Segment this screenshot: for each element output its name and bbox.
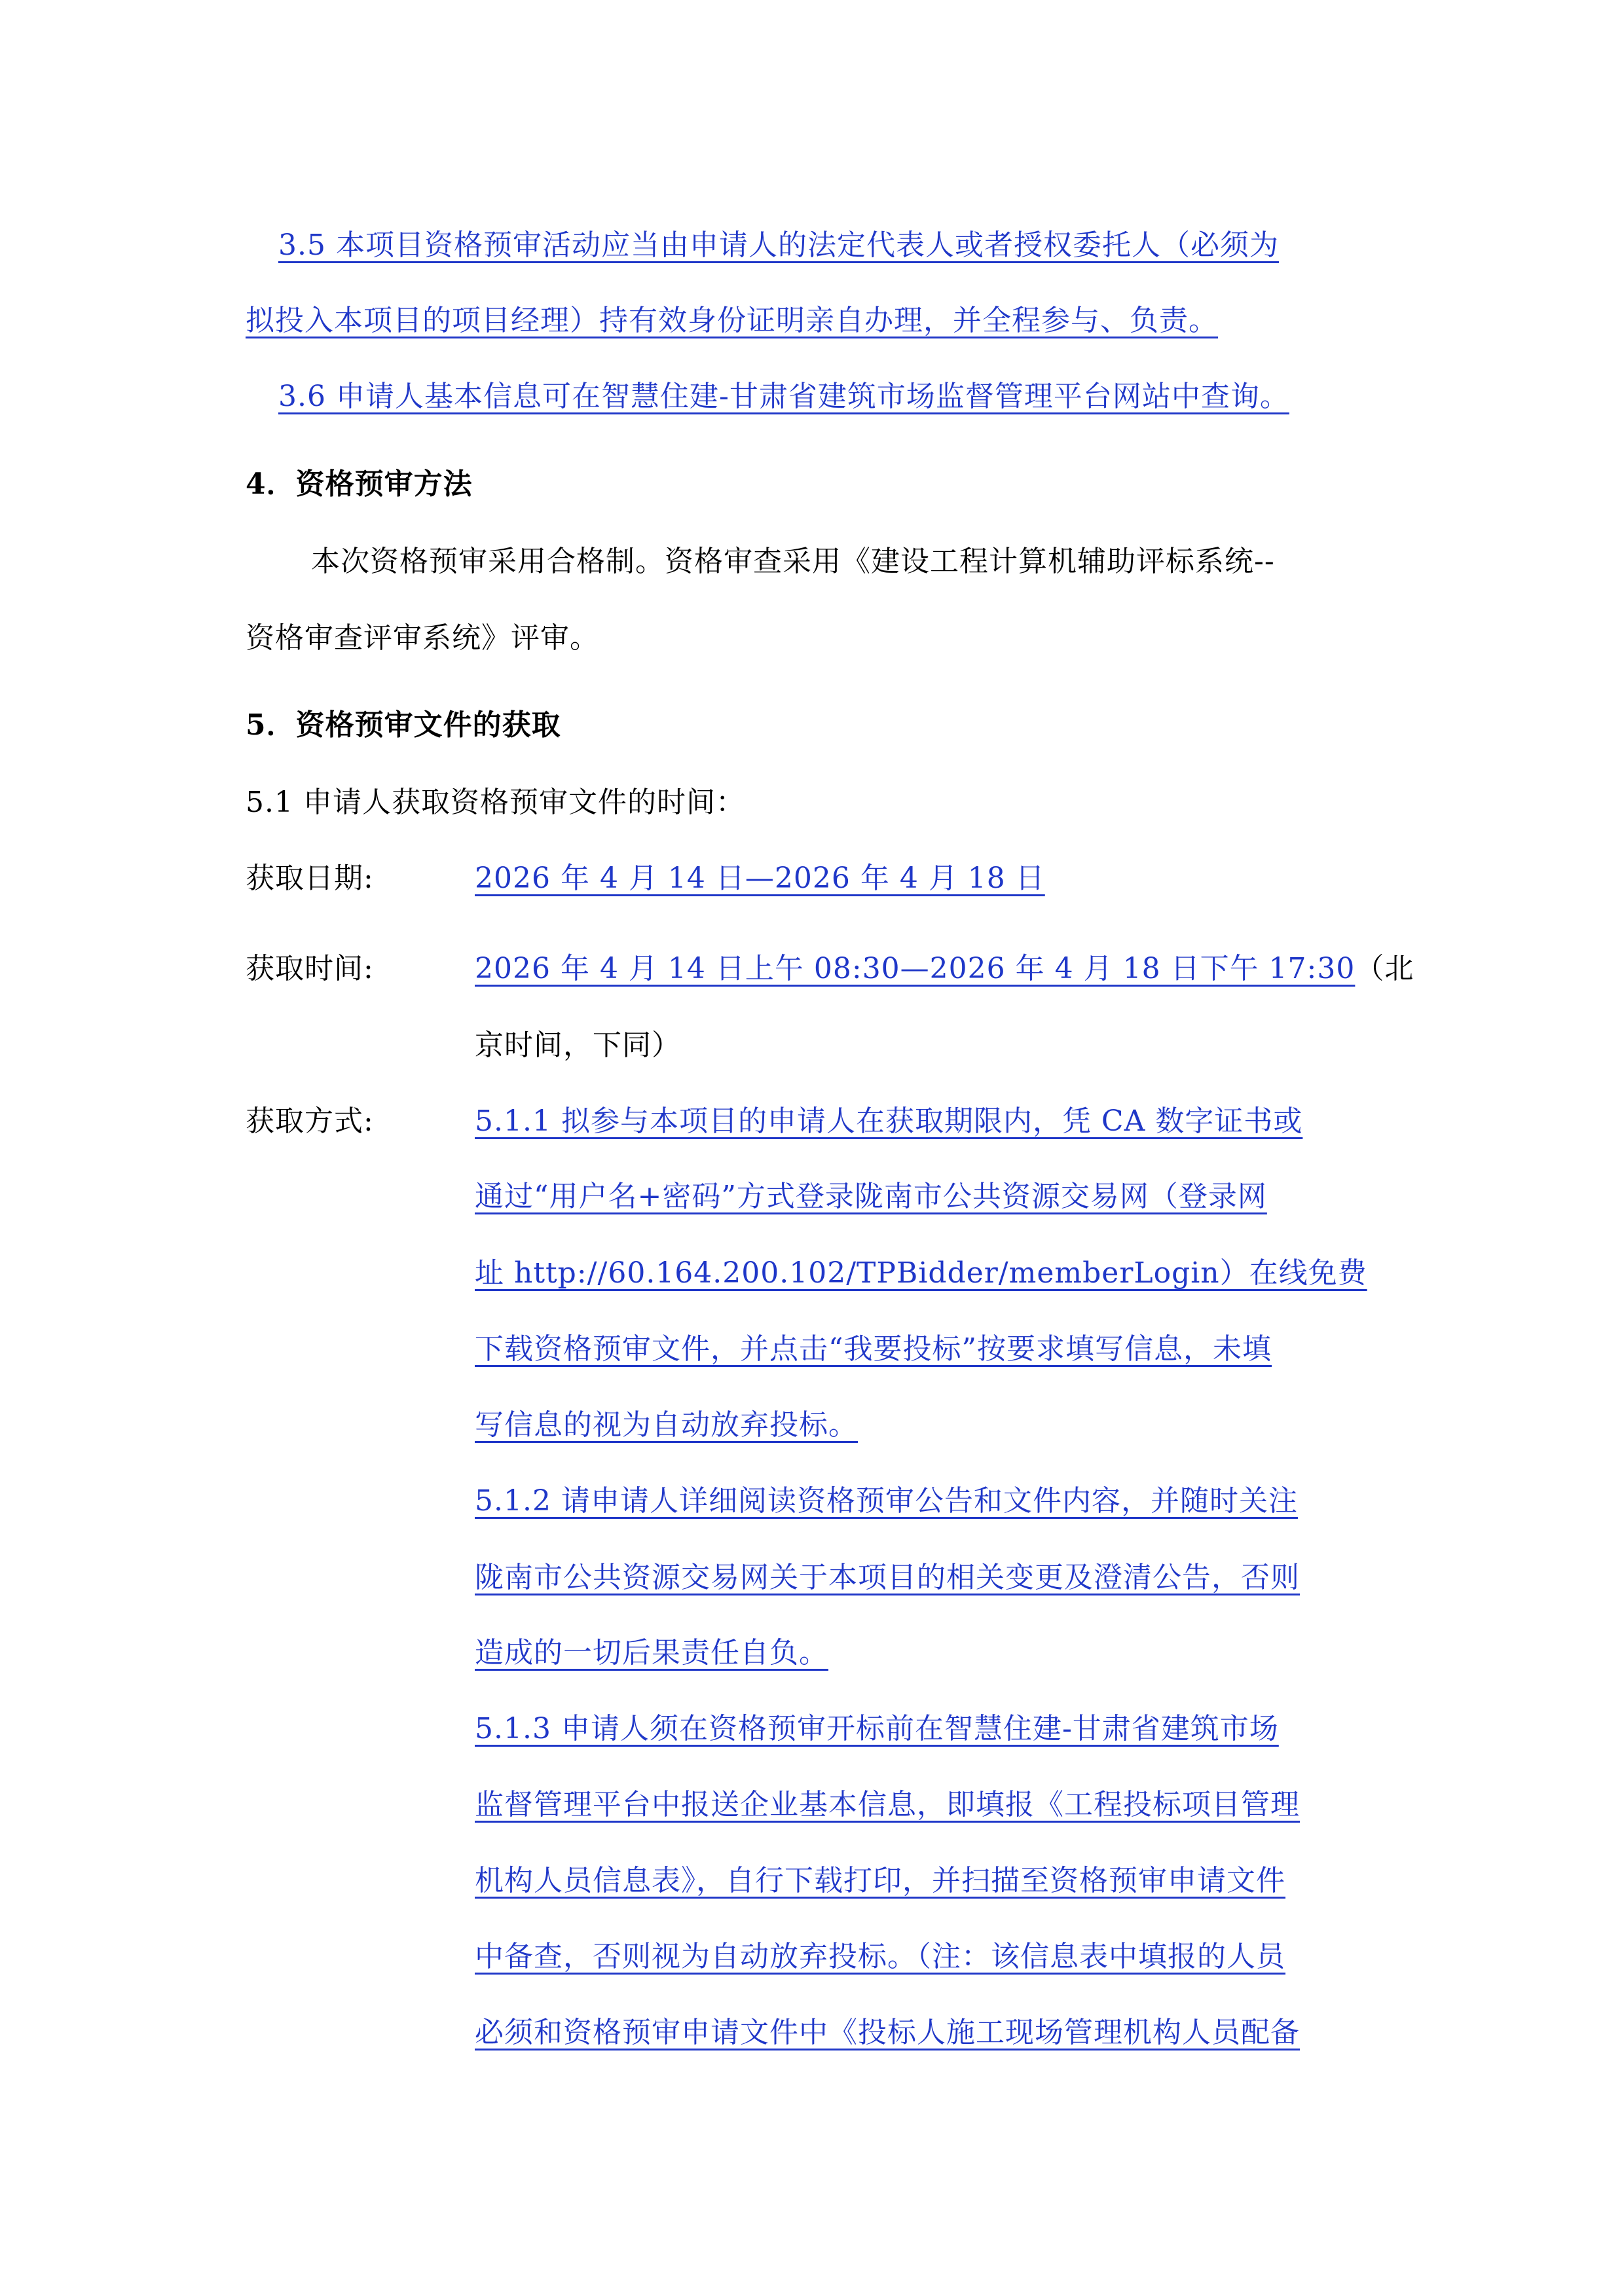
method-5-1-3-line-2: 监督管理平台中报送企业基本信息，即填报《工程投标项目管理 <box>475 1788 1300 1821</box>
time-label: 获取时间: <box>246 952 374 985</box>
method-5-1-1-line-3: 址 http://60.164.200.102/TPBidder/memberLogin）在线免费 <box>475 1256 1367 1290</box>
method-5-1-1-line-2: 通过“用户名+密码”方式登录陇南市公共资源交易网（登录网 <box>475 1180 1267 1213</box>
time-value-line <box>475 949 1414 989</box>
method-5-1-3-line-1: 5.1.3 申请人须在资格预审开标前在智慧住建-甘肃省建筑市场 <box>475 1712 1279 1745</box>
method-label: 获取方式: <box>246 1104 374 1138</box>
method-5-1-2-line-1: 5.1.2 请申请人详细阅读资格预审公告和文件内容，并随时关注 <box>475 1484 1298 1518</box>
section-4-heading: 4．资格预审方法 <box>246 467 473 501</box>
method-5-1-3-line-3: 机构人员信息表》，自行下载打印，并扫描至资格预审申请文件 <box>475 1864 1285 1897</box>
section-3-5-line-2: 拟投入本项目的项目经理）持有效身份证明亲自办理，并全程参与、负责。 <box>246 304 1218 337</box>
date-label: 获取日期: <box>246 862 374 895</box>
time-value-line-2: 京时间，下同） <box>475 1029 681 1062</box>
section-4-body-line-1: 本次资格预审采用合格制。资格审查采用《建设工程计算机辅助评标系统-- <box>311 545 1275 578</box>
method-5-1-2-line-3: 造成的一切后果责任自负。 <box>475 1636 828 1669</box>
time-suffix: （北 <box>1355 952 1414 985</box>
method-5-1-1-line-4: 下载资格预审文件，并点击“我要投标”按要求填写信息，未填 <box>475 1332 1272 1366</box>
date-value: 2026 年 4 月 14 日—2026 年 4 月 18 日 <box>475 862 1045 895</box>
method-5-1-3-line-5: 必须和资格预审申请文件中《投标人施工现场管理机构人员配备 <box>475 2016 1300 2049</box>
method-5-1-3-line-4: 中备查，否则视为自动放弃投标。（注：该信息表中填报的人员 <box>475 1940 1285 1973</box>
time-value: 2026 年 4 月 14 日上午 08:30—2026 年 4 月 18 日下午 17:30 <box>475 952 1356 985</box>
section-3-6-line-1: 3.6 申请人基本信息可在智慧住建-甘肃省建筑市场监督管理平台网站中查询。 <box>278 380 1289 413</box>
method-5-1-2-line-2: 陇南市公共资源交易网关于本项目的相关变更及澄清公告，否则 <box>475 1561 1300 1594</box>
section-3-5-line-1: 3.5 本项目资格预审活动应当由申请人的法定代表人或者授权委托人（必须为 <box>278 228 1279 262</box>
section-5-1-intro: 5.1 申请人获取资格预审文件的时间： <box>246 786 745 819</box>
method-5-1-1-line-5: 写信息的视为自动放弃投标。 <box>475 1408 858 1442</box>
section-5-heading: 5．资格预审文件的获取 <box>246 708 561 742</box>
method-5-1-1-line-1: 5.1.1 拟参与本项目的申请人在获取期限内，凭 CA 数字证书或 <box>475 1104 1303 1138</box>
section-4-body-line-2: 资格审查评审系统》评审。 <box>246 621 599 655</box>
